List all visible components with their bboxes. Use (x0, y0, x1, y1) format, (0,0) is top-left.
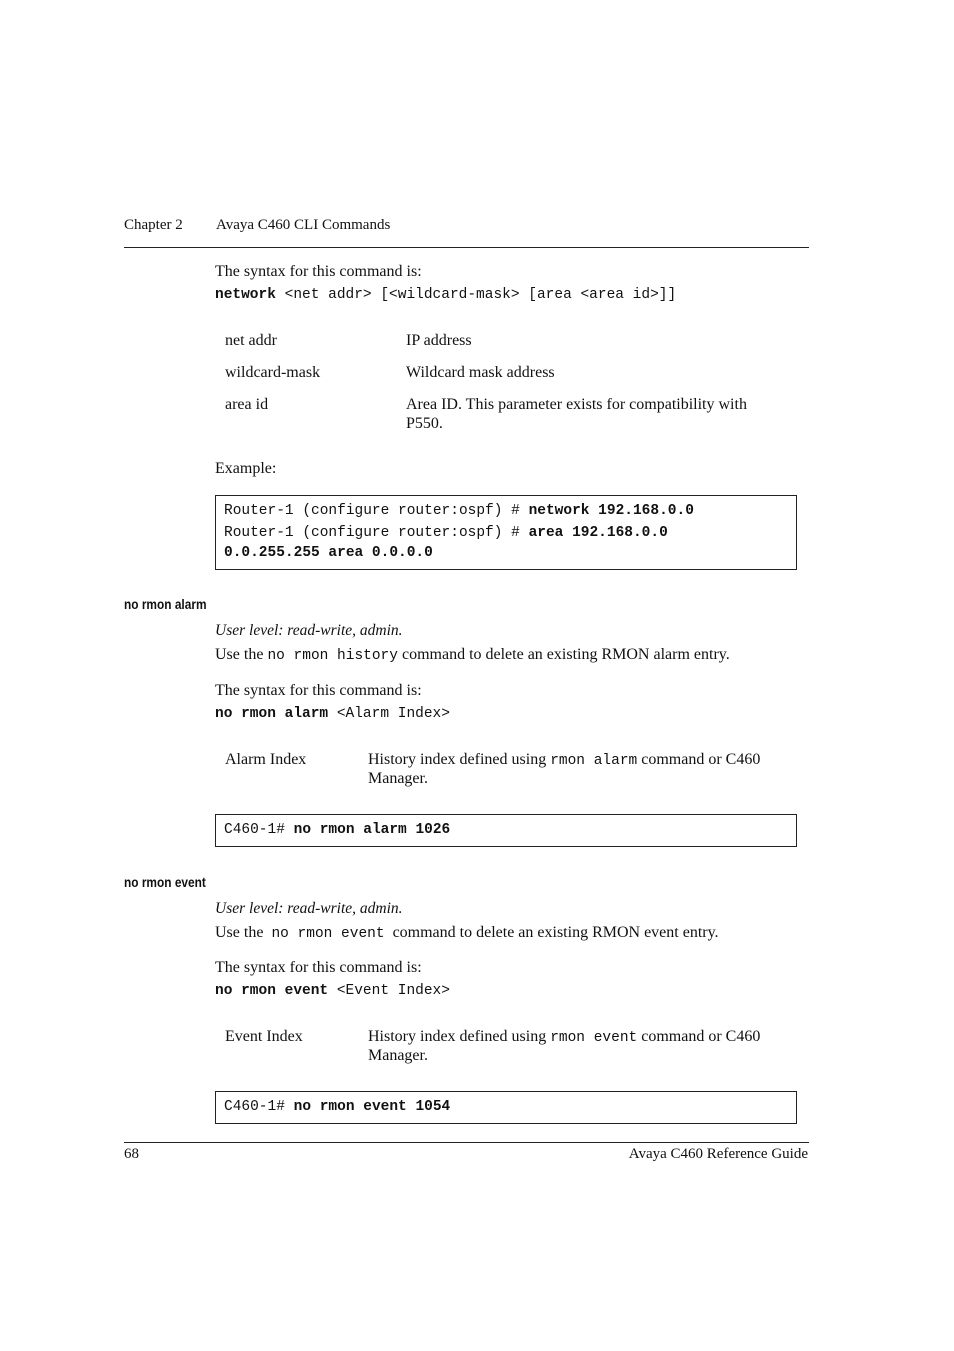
example-label: Example: (215, 460, 277, 477)
example-prompt: Router-1 (configure router:ospf) # (224, 503, 529, 519)
section-heading-no-rmon-alarm: no rmon alarm (124, 597, 207, 612)
chapter-title: Avaya C460 CLI Commands (216, 217, 391, 233)
syntax-intro: The syntax for this command is: (215, 682, 422, 699)
param-name: Event Index (225, 1028, 303, 1045)
example-cmd: network 192.168.0.0 (528, 503, 694, 519)
syntax-cmd: no rmon event (215, 983, 329, 999)
param-desc-cont: Manager. (368, 1047, 428, 1064)
syntax-intro: The syntax for this command is: (215, 959, 422, 976)
param-desc-cont: Manager. (368, 770, 428, 787)
param-desc-cmd: rmon alarm (550, 753, 638, 769)
usage-text: Use the (215, 924, 268, 941)
param-name: net addr (225, 332, 277, 349)
usage-text: Use the (215, 646, 268, 663)
param-desc (368, 750, 760, 771)
param-name: wildcard-mask (225, 364, 321, 381)
param-name: area id (225, 396, 269, 413)
network-syntax-line (215, 285, 676, 305)
footer-rule (124, 1142, 809, 1143)
network-syntax-cmd: network (215, 287, 276, 303)
example-prompt: C460-1# (224, 822, 294, 838)
usage-line (215, 645, 730, 666)
param-desc: Wildcard mask address (406, 364, 555, 381)
user-level: User level: read-write, admin. (215, 622, 403, 639)
network-syntax-intro: The syntax for this command is: (215, 263, 422, 280)
example-line (216, 523, 796, 543)
param-desc-text: History index defined using (368, 751, 551, 768)
syntax-args: <Event Index> (328, 983, 450, 999)
param-name: Alarm Index (225, 751, 307, 768)
example-prompt: C460-1# (224, 1099, 294, 1115)
syntax-cmd: no rmon alarm (215, 706, 329, 722)
param-desc-text: command or C460 (637, 1028, 761, 1045)
alarm-example-box (215, 814, 797, 847)
header-rule (124, 247, 809, 248)
example-cmd: no rmon alarm 1026 (293, 822, 451, 838)
param-desc: Area ID. This parameter exists for compatibility with (406, 396, 747, 413)
example-line (216, 501, 796, 521)
usage-text: command to delete an existing RMON alarm entry. (397, 646, 730, 663)
example-line (216, 820, 796, 840)
syntax-line (215, 704, 450, 724)
usage-line (215, 923, 719, 944)
example-cmd: no rmon event 1054 (293, 1099, 451, 1115)
guide-title: Avaya C460 Reference Guide (628, 1146, 808, 1162)
chapter-label: Chapter 2 (124, 217, 183, 233)
param-desc-text: command or C460 (637, 751, 761, 768)
example-cmd: area 192.168.0.0 (528, 525, 668, 541)
param-desc-cmd: rmon event (550, 1030, 638, 1046)
param-desc-text: History index defined using (368, 1028, 551, 1045)
usage-cmd: no rmon event (271, 926, 385, 942)
example-prompt: Router-1 (configure router:ospf) # (224, 525, 529, 541)
user-level: User level: read-write, admin. (215, 900, 403, 917)
network-syntax-args: <net addr> [<wildcard-mask> [area <area id>]] (275, 287, 677, 303)
param-desc (368, 1027, 760, 1048)
event-example-box (215, 1091, 797, 1124)
usage-text: command to delete an existing RMON event entry. (388, 924, 719, 941)
example-line (216, 1097, 796, 1117)
param-desc-cont: P550. (406, 415, 443, 432)
section-heading-no-rmon-event: no rmon event (124, 875, 206, 890)
network-example-box (215, 495, 797, 570)
page-number: 68 (124, 1146, 139, 1162)
usage-cmd: no rmon history (267, 648, 398, 664)
syntax-line (215, 981, 450, 1001)
syntax-args: <Alarm Index> (328, 706, 450, 722)
param-desc: IP address (406, 332, 472, 349)
example-line: 0.0.255.255 area 0.0.0.0 (224, 545, 433, 561)
